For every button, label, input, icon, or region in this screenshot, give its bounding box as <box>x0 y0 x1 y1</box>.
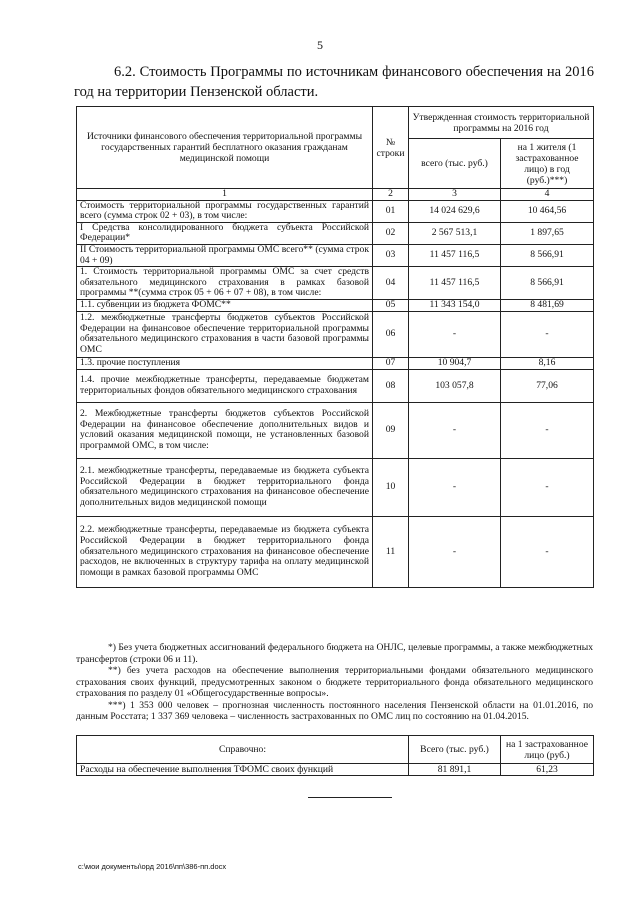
reference-table <box>76 735 594 776</box>
row-number: 11 <box>373 516 409 587</box>
row-per-capita: - <box>501 458 594 516</box>
row-label: 1. Стоимость территориальной программы ОМС за счет средств обязательного медицинского страхования в рамках базовой программы **(сумма строк 05 + 06 + 07 + 08), в том числе: <box>77 267 373 300</box>
separator-line <box>308 797 392 798</box>
reference-col-per: на 1 застрахованное лицо (руб.) <box>501 736 594 764</box>
row-total: 11 343 154,0 <box>409 299 501 311</box>
col-index-1: 1 <box>77 189 373 201</box>
row-total: - <box>409 516 501 587</box>
reference-title: Справочно: <box>77 736 409 764</box>
col-header-row-number: № строки <box>373 107 409 189</box>
col-index-3: 3 <box>409 189 501 201</box>
reference-row-total: 81 891,1 <box>409 764 501 776</box>
row-per-capita: 1 897,65 <box>501 222 594 244</box>
col-header-total: всего (тыс. руб.) <box>409 139 501 189</box>
row-per-capita: 77,06 <box>501 369 594 402</box>
footnote-3: ***) 1 353 000 человек – прогнозная численность постоянного населения Пензенской области на 01.01.2016, по данным Росстата; 1 337 369 человека – численность застрахованных по ОМС лиц по состоянию на 01.04.2015. <box>76 699 593 722</box>
row-label: Стоимость территориальной программы государственных гарантий всего (сумма строк 02 + 03), в том числе: <box>77 200 373 222</box>
program-cost-table <box>76 106 594 588</box>
row-label: 1.2. межбюджетные трансферты бюджетов субъектов Российской Федерации на финансовое обеспечение территориальной программы обязательного медицинского страхования в части базовой программы ОМС <box>77 311 373 357</box>
row-total: - <box>409 311 501 357</box>
table-row <box>77 458 594 516</box>
row-total: 11 457 116,5 <box>409 244 501 266</box>
row-per-capita: 8 566,91 <box>501 244 594 266</box>
row-number: 10 <box>373 458 409 516</box>
table-row <box>77 222 594 244</box>
table-row <box>77 267 594 300</box>
row-total: - <box>409 402 501 458</box>
row-number: 02 <box>373 222 409 244</box>
row-number: 09 <box>373 402 409 458</box>
row-per-capita: 8 481,69 <box>501 299 594 311</box>
footnotes <box>76 642 593 723</box>
row-total: - <box>409 458 501 516</box>
table-row <box>77 402 594 458</box>
footnote-1: *) Без учета бюджетных ассигнований федерального бюджета на ОНЛС, целевые программы, а также межбюджетных трансфертов (строки 06 и 11). <box>76 642 593 665</box>
col-header-approved-cost: Утвержденная стоимость территориальной программы на 2016 год <box>409 107 594 139</box>
reference-col-total: Всего (тыс. руб.) <box>409 736 501 764</box>
table-row <box>77 244 594 266</box>
row-total: 10 904,7 <box>409 357 501 369</box>
section-heading: 6.2. Стоимость Программы по источникам финансового обеспечения на 2016 год на территории Пензенской области. <box>74 64 594 100</box>
row-number: 05 <box>373 299 409 311</box>
table-row <box>77 369 594 402</box>
row-label: II Стоимость территориальной программы ОМС всего** (сумма строк 04 + 09) <box>77 244 373 266</box>
table-row <box>77 299 594 311</box>
row-per-capita: 10 464,56 <box>501 200 594 222</box>
row-number: 03 <box>373 244 409 266</box>
row-total: 2 567 513,1 <box>409 222 501 244</box>
table-row <box>77 516 594 587</box>
reference-row-label: Расходы на обеспечение выполнения ТФОМС своих функций <box>77 764 409 776</box>
row-label: 2.1. межбюджетные трансферты, передаваемые из бюджета субъекта Российской Федерации в бюджет территориального фонда обязательного медицинского страхования на финансовое обеспечение дополнительных видов медицинской помощи <box>77 458 373 516</box>
table-row <box>77 311 594 357</box>
row-total: 11 457 116,5 <box>409 267 501 300</box>
page-number: 5 <box>317 38 323 52</box>
row-label: 2. Межбюджетные трансферты бюджетов субъектов Российской Федерации на финансовое обеспечение дополнительных видов и условий оказания медицинской помощи, не установленных базовой программой ОМС, в том числе: <box>77 402 373 458</box>
table-row <box>77 200 594 222</box>
row-label: 1.3. прочие поступления <box>77 357 373 369</box>
row-number: 07 <box>373 357 409 369</box>
row-label: 1.1. субвенции из бюджета ФОМС** <box>77 299 373 311</box>
row-total: 103 057,8 <box>409 369 501 402</box>
row-number: 04 <box>373 267 409 300</box>
row-label: I Средства консолидированного бюджета субъекта Российской Федерации* <box>77 222 373 244</box>
table-row <box>77 357 594 369</box>
footnote-2: **) без учета расходов на обеспечение выполнения территориальными фондами обязательного медицинского страхования своих функций, предусмотренных законом о бюджете территориального фонда обязательного медицинского страхования по разделу 01 «Общегосударственные вопросы». <box>76 665 593 699</box>
row-label: 1.4. прочие межбюджетные трансферты, передаваемые бюджетам территориальных фондов обязательного медицинского страхования <box>77 369 373 402</box>
row-per-capita: 8,16 <box>501 357 594 369</box>
file-path: c:\мои документы\орд 2016\пп\386-пп.docx <box>78 862 227 871</box>
row-per-capita: - <box>501 402 594 458</box>
row-per-capita: - <box>501 311 594 357</box>
row-number: 08 <box>373 369 409 402</box>
row-per-capita: - <box>501 516 594 587</box>
row-number: 06 <box>373 311 409 357</box>
col-index-2: 2 <box>373 189 409 201</box>
row-per-capita: 8 566,91 <box>501 267 594 300</box>
reference-row-per: 61,23 <box>501 764 594 776</box>
col-header-source: Источники финансового обеспечения территориальной программы государственных гарантий бесплатного оказания гражданам медицинской помощи <box>77 107 373 189</box>
col-header-per-capita: на 1 жителя (1 застрахованное лицо) в год (руб.)***) <box>501 139 594 189</box>
col-index-4: 4 <box>501 189 594 201</box>
row-label: 2.2. межбюджетные трансферты, передаваемые из бюджета субъекта Российской Федерации в бюджет территориального фонда обязательного медицинского страхования на финансовое обеспечение расходов, не включенных в структуру тарифа на оплату медицинской помощи в рамках базовой программы ОМС <box>77 516 373 587</box>
row-number: 01 <box>373 200 409 222</box>
row-total: 14 024 629,6 <box>409 200 501 222</box>
